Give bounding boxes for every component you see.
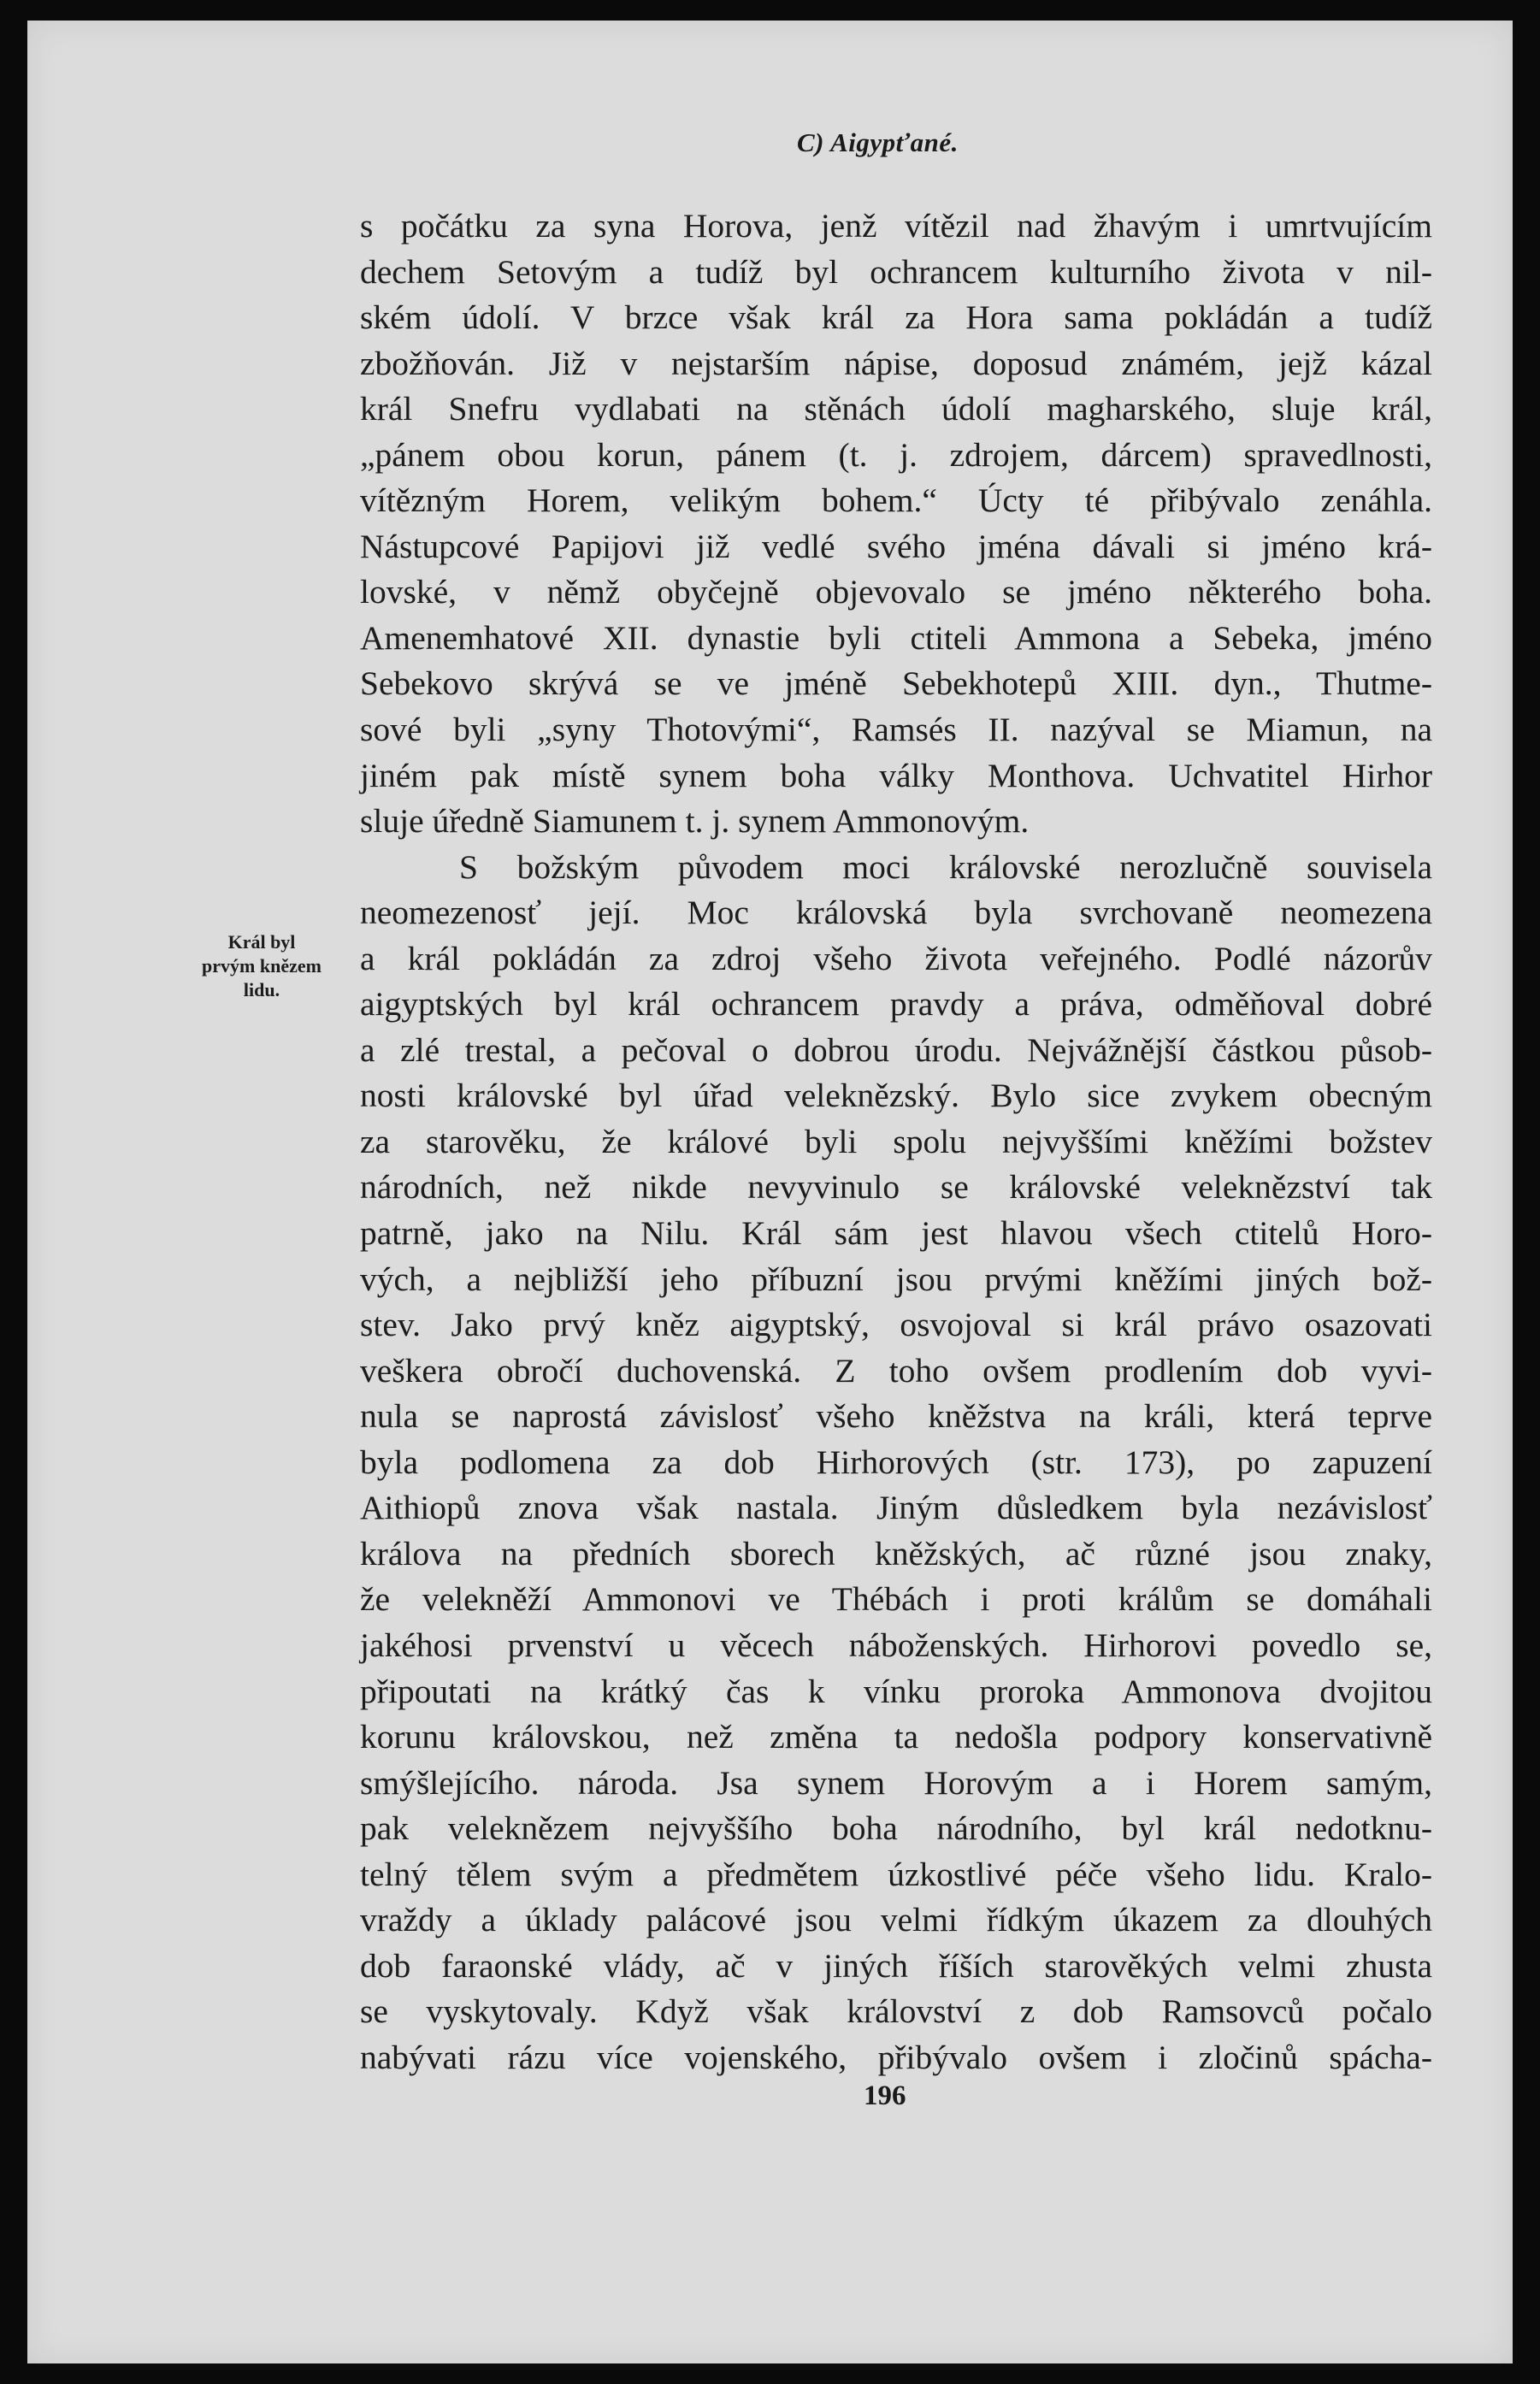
text-line: králova na předních sborech kněžských, ač různé jsou znaky,	[360, 1534, 1432, 1573]
text-line: ském údolí. V brzce však král za Hora sama pokládán a tudíž	[360, 298, 1432, 337]
text-line: zbožňován. Již v nejstarším nápise, doposud známém, jejž kázal	[360, 344, 1432, 382]
text-line: Aithiopů znova však nastala. Jiným důsledkem byla nezávislosť	[360, 1489, 1432, 1527]
text-line: král Snefru vydlabati na stěnách údolí magharského, sluje král,	[360, 390, 1432, 428]
text-line: Sebekovo skrývá se ve jméně Sebekhotepů XIII. dyn., Thutme-	[360, 664, 1432, 703]
text-line: „pánem obou korun, pánem (t. j. zdrojem, dárcem) spravedlnosti,	[360, 435, 1432, 474]
text-line: Nástupcové Papijovi již vedlé svého jména dávali si jméno krá-	[360, 527, 1432, 565]
text-line: stev. Jako prvý kněz aigyptský, osvojoval si král právo osazovati	[360, 1306, 1432, 1344]
text-line: byla podlomena za dob Hirhorových (str. 173), po zapuzení	[360, 1443, 1432, 1481]
text-line: za starověku, že králové byli spolu nejvyššími kněžími božstev	[360, 1122, 1432, 1160]
text-line: s počátku za syna Horova, jenž vítězil nad žhavým i umrtvujícím	[360, 207, 1432, 245]
text-line: Amenemhatové XII. dynastie byli ctiteli Ammona a Sebeka, jméno	[360, 618, 1432, 657]
text-line: nula se naprostá závislosť všeho kněžstva na králi, která teprve	[360, 1397, 1432, 1436]
text-line: neomezenosť její. Moc královská byla svrchovaně neomezena	[360, 894, 1432, 932]
text-line: smýšlejícího. národa. Jsa synem Horovým a i Horem samým,	[360, 1763, 1432, 1802]
text-line: telný tělem svým a předmětem úzkostlivé péče všeho lidu. Kralo-	[360, 1855, 1432, 1893]
text-line: aigyptských byl král ochrancem pravdy a práva, odměňoval dobré	[360, 985, 1432, 1024]
text-line: jiném pak místě synem boha války Monthova. Uchvatitel Hirhor	[360, 756, 1432, 794]
text-line: sluje úředně Siamunem t. j. synem Ammonovým.	[360, 802, 1030, 841]
running-head: C) Aigypťané.	[797, 127, 959, 157]
text-line: sové byli „syny Thotovými“, Ramsés II. nazýval se Miamun, na	[360, 711, 1432, 749]
margin-note-line: lidu.	[243, 979, 280, 1000]
margin-note-line: Král byl	[227, 931, 296, 953]
text-line: patrně, jako na Nilu. Král sám jest hlavou všech ctitelů Horo-	[360, 1214, 1432, 1253]
text-line: veškera obročí duchovenská. Z toho ovšem prodlením dob vyvi-	[360, 1351, 1432, 1390]
margin-note	[168, 930, 356, 1002]
text-line: a zlé trestal, a pečoval o dobrou úrodu. Nejvážnější částkou působ-	[360, 1030, 1432, 1069]
text-line: a král pokládán za zdroj všeho života veřejného. Podlé názorův	[360, 939, 1432, 977]
text-line: korunu královskou, než změna ta nedošla podpory konservativně	[360, 1718, 1432, 1756]
text-line: národních, než nikde nevyvinulo se královské veleknězství tak	[360, 1168, 1432, 1207]
text-line: připoutati na krátký čas k vínku proroka Ammonova dvojitou	[360, 1672, 1432, 1710]
text-line: vraždy a úklady palácové jsou velmi řídkým úkazem za dlouhých	[360, 1901, 1432, 1939]
book-page	[27, 21, 1513, 2363]
text-line: nosti královské byl úřad veleknězský. Bylo sice zvykem obecným	[360, 1077, 1432, 1115]
text-line: pak veleknězem nejvyššího boha národního, byl král nedotknu-	[360, 1809, 1432, 1848]
text-line: vých, a nejbližší jeho příbuzní jsou prvými kněžími jiných bož-	[360, 1260, 1432, 1298]
text-line: nabývati rázu více vojenského, přibývalo ovšem i zločinů spácha-	[360, 2038, 1432, 2076]
page-number: 196	[864, 2080, 906, 2111]
text-line: dechem Setovým a tudíž byl ochrancem kulturního života v nil-	[360, 252, 1432, 291]
text-line: jakéhosi prvenství u věcech náboženských. Hirhorovi povedlo se,	[360, 1626, 1432, 1664]
margin-note-line: prvým knězem	[202, 955, 322, 977]
text-line: lovské, v němž obyčejně objevovalo se jméno některého boha.	[360, 573, 1432, 611]
text-line: dob faraonské vlády, ač v jiných říších starověkých velmi zhusta	[360, 1946, 1432, 1985]
text-line: se vyskytovaly. Když však království z dob Ramsovců počalo	[360, 1992, 1432, 2031]
text-line: vítězným Horem, velikým bohem.“ Úcty té přibývalo zenáhla.	[360, 481, 1432, 520]
text-line: že velekněží Ammonovi ve Thébách i proti králům se domáhali	[360, 1580, 1432, 1619]
paragraph-first-line: S božským původem moci královské nerozlučně souvisela	[459, 847, 1432, 886]
body-text	[360, 204, 1432, 2080]
